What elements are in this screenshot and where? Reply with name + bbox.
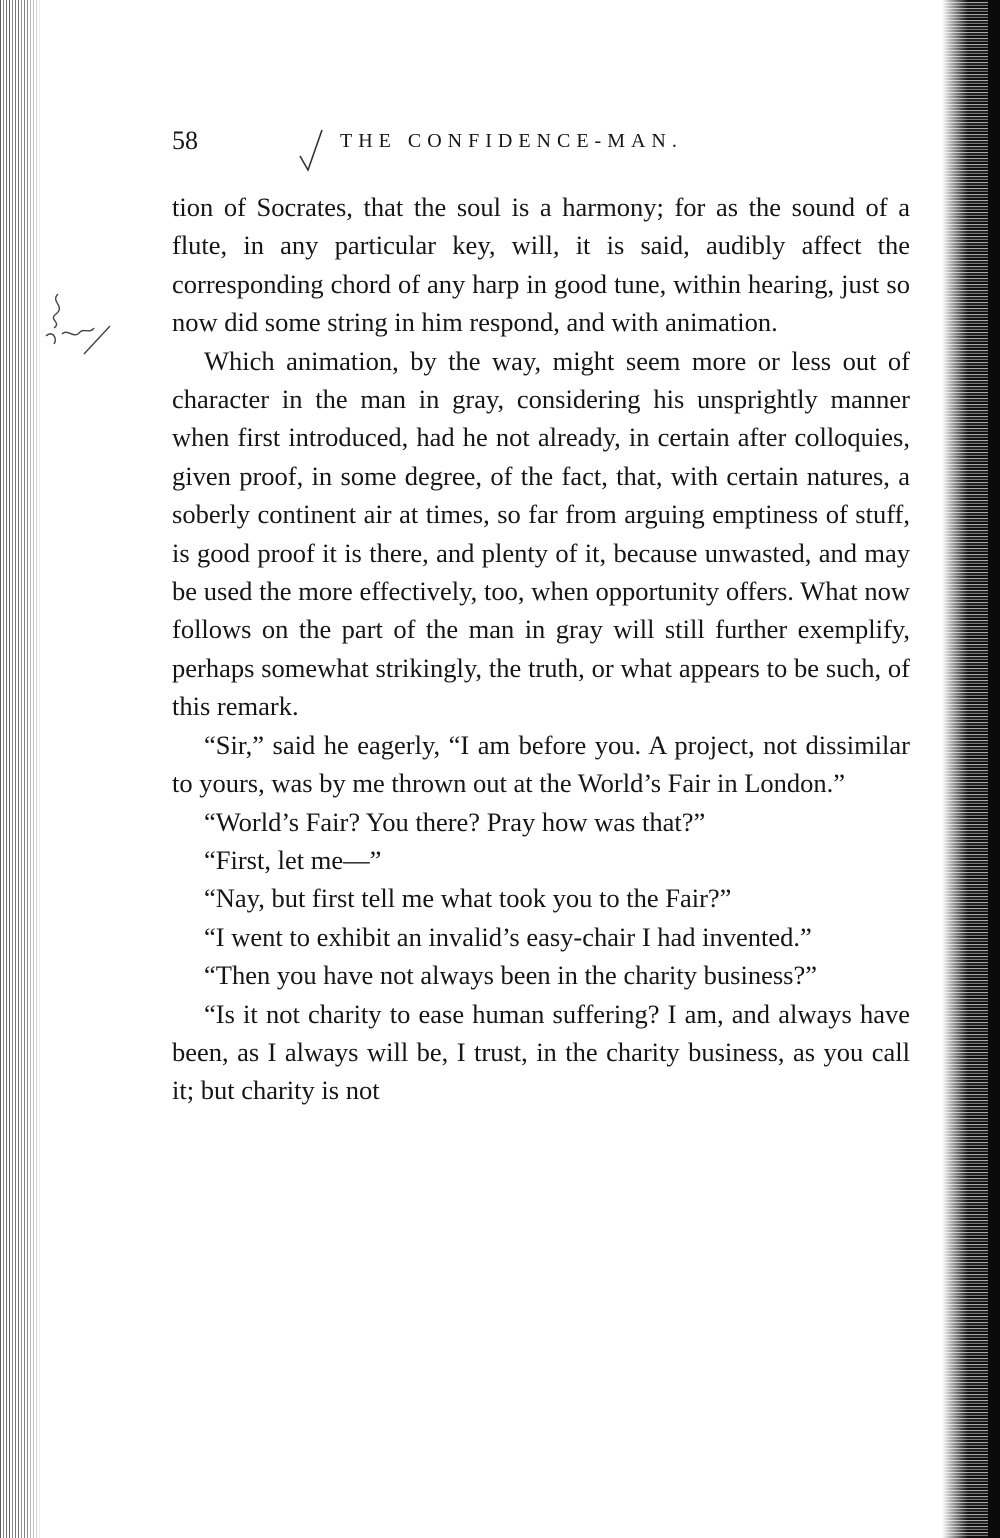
paragraph: Which animation, by the way, might seem more or less out of character in the man in gray, considering his unsprightly manner when first introduced, had he not already, in certain after colloquies, given proof, in some degree, of the fact, that, with certain natures, a soberly continent air at times, so far from arguing emptiness of stuff, is good proof it is there, and plenty of it, because unwasted, and may be used the more effectively, too, when opportunity offers. What now follows on the part of the man in gray will still further exemplify, perhaps somewhat strikingly, the truth, or what appears to be such, of this remark. [172, 345, 910, 722]
paragraph: “Sir,” said he eagerly, “I am before you. A project, not dissimilar to yours, was by me thrown out at the World’s Fair in London.” [172, 729, 910, 799]
paragraph: “First, let me—” [204, 844, 382, 875]
paragraph: “Is it not charity to ease human suffering? I am, and always have been, as I always will be, I trust, in the charity business, as you call it; but charity is not [172, 998, 910, 1106]
paragraph: “I went to exhibit an invalid’s easy-chair I had invented.” [204, 921, 812, 952]
paragraph: “Nay, but first tell me what took you to the Fair?” [204, 883, 732, 914]
page-header [172, 126, 912, 166]
binding-edge [0, 0, 42, 1538]
paragraph: “Then you have not always been in the charity business?” [204, 960, 817, 991]
paragraph: “World’s Fair? You there? Pray how was that?” [204, 806, 706, 837]
page-number: 58 [172, 126, 198, 155]
pencil-annotation [40, 288, 118, 368]
body-text [172, 188, 910, 1110]
running-head: THE CONFIDENCE-MAN. [340, 130, 683, 152]
paragraph: tion of Socrates, that the soul is a harmony; for as the sound of a flute, in any particular key, will, it is said, audibly affect the corresponding chord of any harp in good tune, within hearing, just so now did some string in him respond, and with animation. [172, 192, 910, 338]
page-edge [942, 0, 1000, 1538]
